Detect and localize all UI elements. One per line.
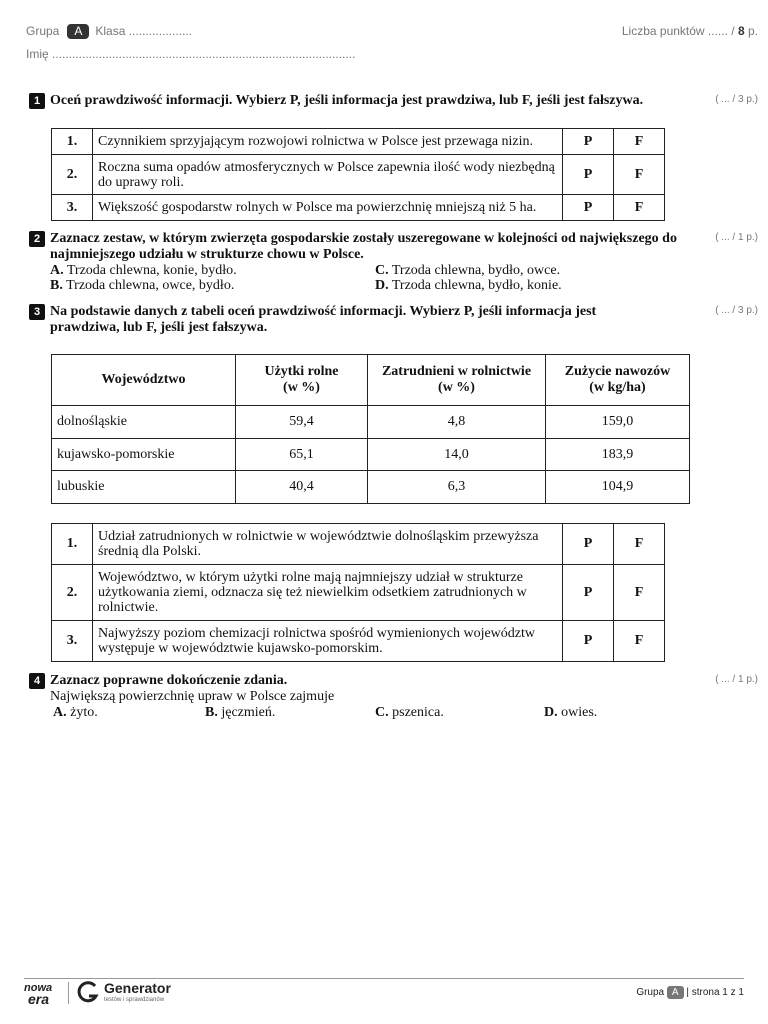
answer-c[interactable] (375, 705, 444, 720)
table-row (52, 439, 690, 471)
group-label: Grupa (26, 24, 60, 38)
answer-text: Trzoda chlewna, bydło, owce. (391, 263, 561, 278)
cell-value: 6,3 (368, 471, 546, 504)
answer-text: Trzoda chlewna, konie, bydło. (66, 263, 237, 278)
table-row (52, 621, 665, 662)
row-number: 2. (52, 155, 93, 195)
footer-divider (24, 978, 744, 979)
footer-group-label: Grupa (636, 987, 665, 998)
column-header-employed: Zatrudnieni w rolnictwie (w %) (368, 355, 546, 406)
table-row (52, 155, 665, 195)
question-4-text: Zaznacz poprawne dokończenie zdania. (50, 673, 288, 688)
table-row (52, 406, 690, 439)
answer-letter: A. (50, 263, 64, 278)
generator-logo-icon (76, 980, 100, 1009)
column-header-fertilizer: Zużycie nawozów (w kg/ha) (546, 355, 690, 406)
table-row (52, 524, 665, 565)
true-option[interactable]: P (563, 155, 614, 195)
statement: Roczna suma opadów atmosferycznych w Polsce zapewnia ilość wody niezbędną do uprawy roli. (93, 155, 563, 195)
table-row (52, 471, 690, 504)
question-2-points: ( ... / 1 p.) (715, 232, 758, 243)
true-option[interactable]: P (563, 565, 614, 621)
cell-region: dolnośląskie (52, 406, 236, 439)
question-1-points: ( ... / 3 p.) (715, 94, 758, 105)
answer-text: owies. (561, 705, 598, 720)
table-header-row (52, 355, 690, 406)
cell-value: 159,0 (546, 406, 690, 439)
answer-text: Trzoda chlewna, owce, bydło. (66, 278, 235, 293)
name-label: Imię ........................................................................................... (26, 47, 356, 61)
answer-letter: A. (53, 705, 67, 720)
cell-value: 59,4 (236, 406, 368, 439)
false-option[interactable]: F (614, 565, 665, 621)
question-2-text: Zaznacz zestaw, w którym zwierzęta gospodarskie zostały uszeregowane w kolejności od największego do najmniejszego udziału w strukturze chowu w Polsce. (50, 231, 677, 262)
table-row (52, 565, 665, 621)
answer-d[interactable] (375, 278, 562, 293)
row-number: 3. (52, 195, 93, 221)
question-4-points: ( ... / 1 p.) (715, 674, 758, 685)
false-option[interactable]: F (614, 129, 665, 155)
question-3-text: Na podstawie danych z tabeli oceń prawdziwość informacji. Wybierz P, jeśli informacja jest prawdziwa, lub F, jeśli jest fałszywa. (50, 304, 597, 335)
false-option[interactable]: F (614, 621, 665, 662)
question-1-table (51, 128, 665, 221)
answer-letter: B. (50, 278, 63, 293)
nowa-era-logo: nowa era (24, 982, 53, 1007)
column-header-region: Województwo (52, 355, 236, 406)
question-3-points: ( ... / 3 p.) (715, 305, 758, 316)
points-label: Liczba punktów ...... / (621, 24, 735, 38)
statement: Czynnikiem sprzyjającym rozwojowi rolnictwa w Polsce jest przewaga nizin. (93, 129, 563, 155)
answer-text: Trzoda chlewna, bydło, konie. (391, 278, 562, 293)
cell-region: lubuskie (52, 471, 236, 504)
false-option[interactable]: F (614, 524, 665, 565)
points-unit: p. (747, 24, 758, 38)
question-4-stem: Największą powierzchnię upraw w Polsce zajmuje (50, 689, 335, 704)
row-number: 2. (52, 565, 93, 621)
answer-letter: D. (375, 278, 389, 293)
cell-value: 183,9 (546, 439, 690, 471)
data-table (51, 354, 690, 504)
points-total: 8 (737, 24, 745, 38)
answer-b[interactable] (205, 705, 275, 720)
true-option[interactable]: P (563, 129, 614, 155)
statement: Udział zatrudnionych w rolnictwie w województwie dolnośląskim przewyższa średnią dla Polski. (93, 524, 563, 565)
question-3-table (51, 523, 665, 662)
class-label: Klasa ................... (95, 24, 193, 38)
answer-a[interactable] (50, 263, 237, 278)
footer-page-info (636, 986, 744, 999)
false-option[interactable]: F (614, 195, 665, 221)
true-option[interactable]: P (563, 195, 614, 221)
cell-value: 40,4 (236, 471, 368, 504)
statement: Najwyższy poziom chemizacji rolnictwa spośród wymienionych województw występuje w województwie kujawsko-pomorskim. (93, 621, 563, 662)
table-row (52, 129, 665, 155)
question-3-number: 3 (29, 304, 45, 320)
true-option[interactable]: P (563, 524, 614, 565)
question-2-number: 2 (29, 231, 45, 247)
generator-logo: Generator testów i sprawdzianów (104, 980, 171, 1003)
answer-text: jęczmień. (221, 705, 276, 720)
cell-value: 4,8 (368, 406, 546, 439)
answer-b[interactable] (50, 278, 234, 293)
question-1-text: Oceń prawdziwość informacji. Wybierz P, jeśli informacja jest prawdziwa, lub F, jeśli jest fałszywa. (50, 93, 644, 108)
question-4-number: 4 (29, 673, 45, 689)
header-group (26, 24, 192, 39)
cell-value: 65,1 (236, 439, 368, 471)
header-points (622, 24, 758, 38)
answer-letter: C. (375, 263, 389, 278)
answer-text: pszenica. (392, 705, 444, 720)
logo-separator (68, 982, 69, 1004)
answer-a[interactable] (53, 705, 98, 720)
cell-region: kujawsko-pomorskie (52, 439, 236, 471)
answer-letter: B. (205, 705, 218, 720)
statement: Większość gospodarstw rolnych w Polsce ma powierzchnię mniejszą niż 5 ha. (93, 195, 563, 221)
answer-letter: D. (544, 705, 558, 720)
statement: Województwo, w którym użytki rolne mają najmniejszy udział w strukturze użytkowania ziemi, odznacza się też niewielkim odsetkiem zatrudnionych w rolnictwie. (93, 565, 563, 621)
answer-c[interactable] (375, 263, 560, 278)
answer-d[interactable] (544, 705, 597, 720)
true-option[interactable]: P (563, 621, 614, 662)
answer-text: żyto. (70, 705, 98, 720)
table-row (52, 195, 665, 221)
group-badge: A (67, 24, 89, 39)
row-number: 1. (52, 524, 93, 565)
cell-value: 104,9 (546, 471, 690, 504)
question-1-number: 1 (29, 93, 45, 109)
page-number: | strona 1 z 1 (686, 987, 744, 998)
row-number: 3. (52, 621, 93, 662)
row-number: 1. (52, 129, 93, 155)
column-header-agricultural-land: Użytki rolne (w %) (236, 355, 368, 406)
footer-group-badge: A (667, 986, 684, 999)
false-option[interactable]: F (614, 155, 665, 195)
cell-value: 14,0 (368, 439, 546, 471)
answer-letter: C. (375, 705, 389, 720)
